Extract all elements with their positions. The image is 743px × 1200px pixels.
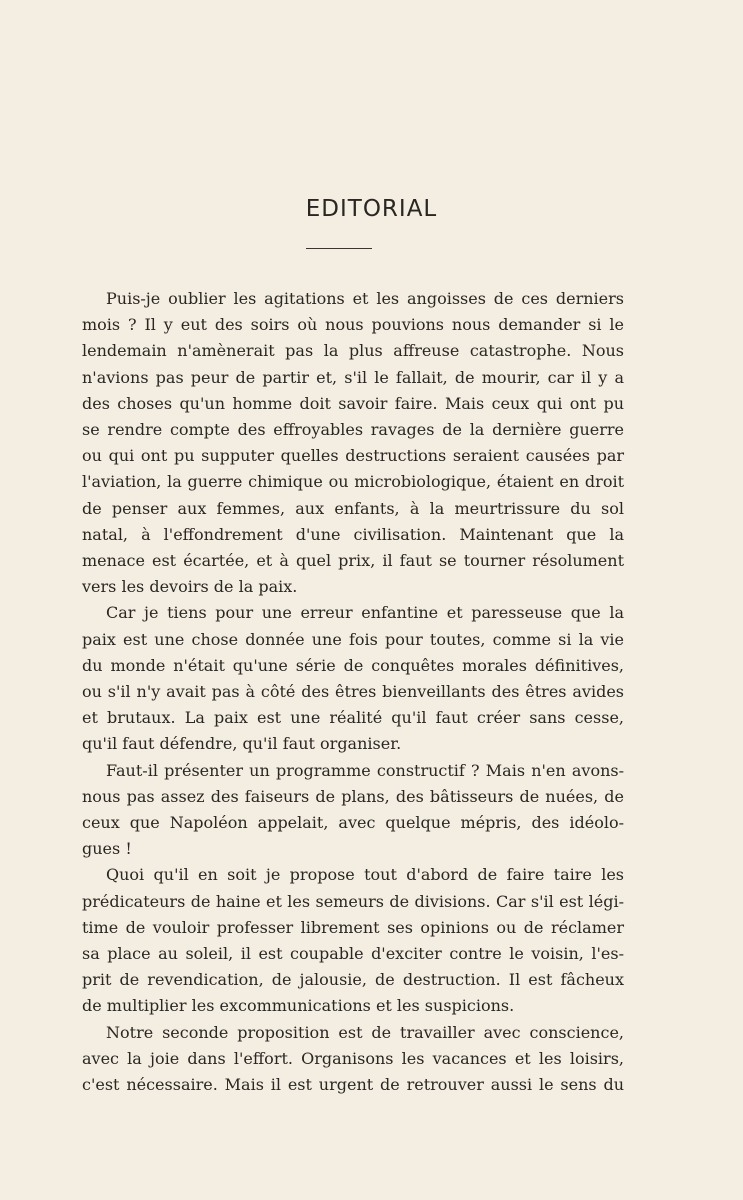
text-line: nous pas assez des faiseurs de plans, des bâtisseurs de nuées, de — [82, 786, 624, 806]
title-divider — [306, 248, 372, 249]
text-line: et brutaux. La paix est une réalité qu'il faut créer sans cesse, — [82, 708, 624, 728]
text-line: l'aviation, la guerre chimique ou microbiologique, étaient en droit — [82, 472, 624, 492]
text-line: de multiplier les excommunications et les suspicions. — [82, 996, 515, 1016]
text-line: n'avions pas peur de partir et, s'il le fallait, de mourir, car il y a — [82, 367, 624, 387]
text-line: de penser aux femmes, aux enfants, à la meurtrissure du sol — [82, 498, 624, 518]
paragraph — [82, 758, 624, 863]
text-line: prit de revendication, de jalousie, de destruction. Il est fâcheux — [82, 970, 624, 990]
page-title: EDITORIAL — [305, 196, 438, 222]
text-line: ceux que Napoléon appelait, avec quelque mépris, des idéolo- — [82, 813, 624, 833]
text-line: gues ! — [82, 839, 132, 859]
text-line: qu'il faut défendre, qu'il faut organiser. — [82, 734, 402, 754]
paragraph — [82, 862, 624, 1019]
text-line: avec la joie dans l'effort. Organisons les vacances et les loisirs, — [82, 1048, 624, 1068]
text-line: Notre seconde proposition est de travailler avec conscience, — [106, 1022, 624, 1042]
text-line: Puis-je oublier les agitations et les angoisses de ces derniers — [106, 289, 624, 308]
text-line: ou qui ont pu supputer quelles destructions seraient causées par — [82, 446, 624, 466]
text-line: Faut-il présenter un programme constructif ? Mais n'en avons- — [106, 760, 624, 780]
text-line: menace est écartée, et à quel prix, il faut se tourner résolument — [82, 551, 624, 571]
text-line: natal, à l'effondrement d'une civilisation. Maintenant que la — [82, 524, 624, 544]
text-line: sa place au soleil, il est coupable d'exciter contre le voisin, l'es- — [82, 944, 624, 964]
text-line: mois ? Il y eut des soirs où nous pouvions nous demander si le — [82, 315, 624, 335]
text-line: se rendre compte des effroyables ravages de la dernière guerre — [82, 420, 624, 440]
text-line: prédicateurs de haine et les semeurs de divisions. Car s'il est légi- — [82, 891, 624, 911]
text-line: paix est une chose donnée une fois pour toutes, comme si la vie — [82, 629, 624, 649]
text-line: Car je tiens pour une erreur enfantine et paresseuse que la — [106, 603, 624, 623]
text-line: Quoi qu'il en soit je propose tout d'abord de faire taire les — [106, 865, 624, 885]
paragraph — [82, 600, 624, 757]
text-line: lendemain n'amènerait pas la plus affreuse catastrophe. Nous — [82, 341, 624, 361]
text-line: ou s'il n'y avait pas à côté des êtres bienveillants des êtres avides — [82, 682, 624, 702]
editorial-body — [82, 286, 624, 1098]
text-line: du monde n'était qu'une série de conquêtes morales définitives, — [82, 655, 624, 675]
text-line: vers les devoirs de la paix. — [82, 577, 298, 597]
text-line: c'est nécessaire. Mais il est urgent de retrouver aussi le sens du — [82, 1075, 624, 1095]
paragraph — [82, 286, 624, 600]
text-line: des choses qu'un homme doit savoir faire. Mais ceux qui ont pu — [82, 393, 624, 413]
paragraph — [82, 1020, 624, 1099]
text-line: time de vouloir professer librement ses opinions ou de réclamer — [82, 917, 624, 937]
